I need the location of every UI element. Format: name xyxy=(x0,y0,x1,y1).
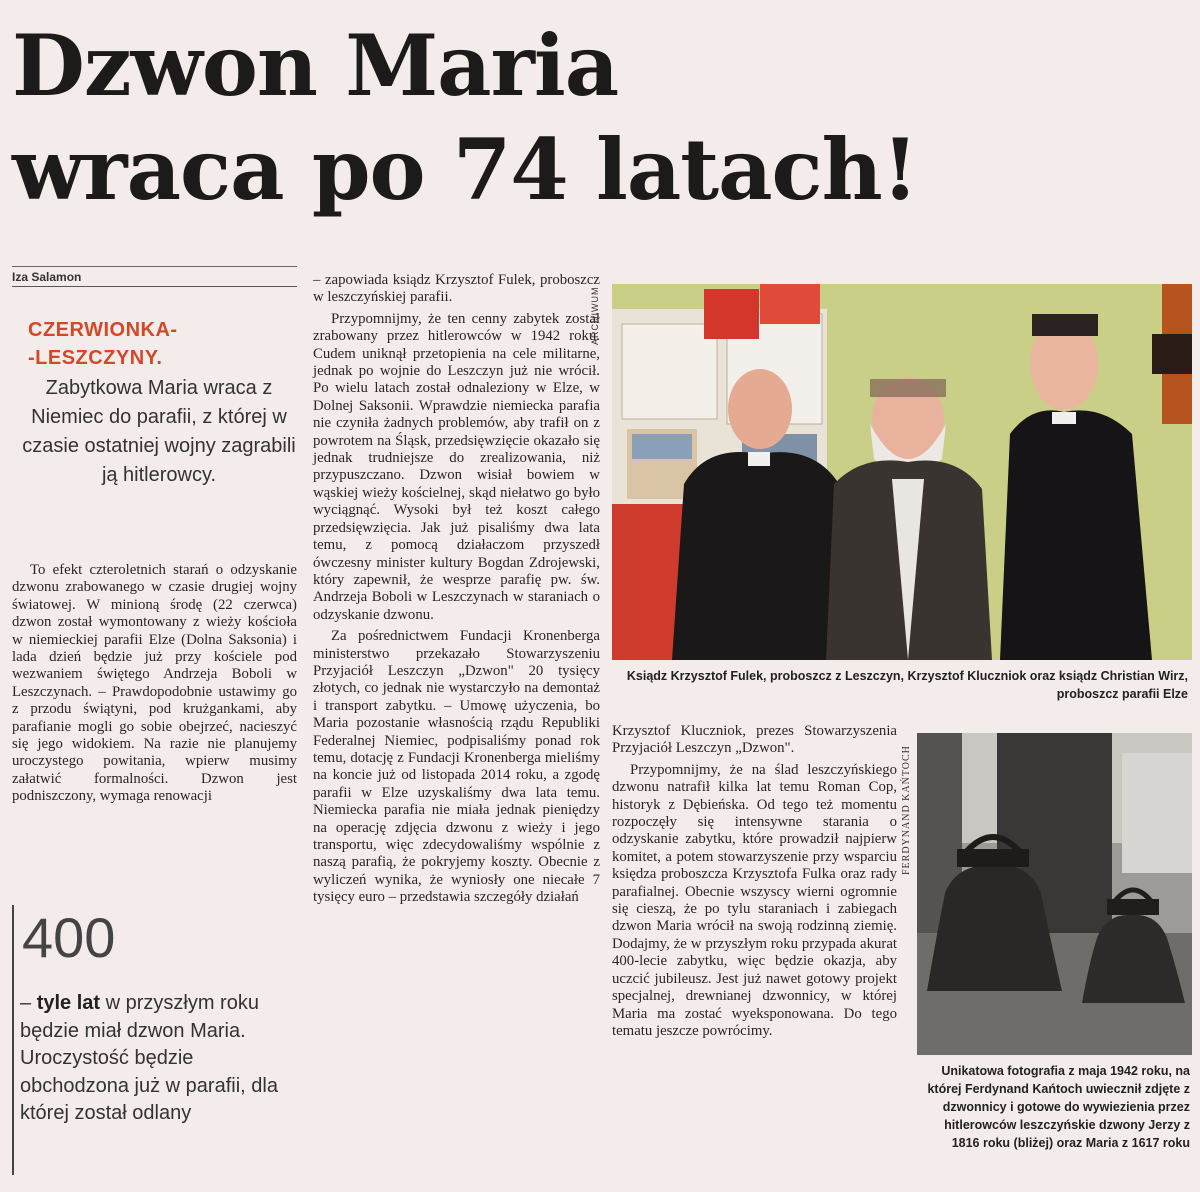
factbox-rest: w przyszłym roku będzie miał dzwon Maria. Uroczystość będzie obchodzona już w parafii, dla której został odlany xyxy=(20,992,278,1124)
headline-line-1: Dzwon Maria xyxy=(12,16,619,115)
factbox-bold: tyle lat xyxy=(36,992,101,1014)
photo-credit: ARCHIWUM xyxy=(590,286,600,345)
photo-three-men-image xyxy=(612,284,1192,660)
photo-three-men xyxy=(612,284,1192,660)
body-paragraph: To efekt czteroletnich starań o odzyskanie dzwonu zrabowanego w czasie drugiej wojny światowej. W minioną środę (22 czerwca) dzwon został wymontowany z wieży kościoła w niemieckiej parafii Elze (Dolna Saksonia) i lada dzień będzie już przy kościele pod wezwaniem świętego Andrzeja Boboli w Leszczynach. – Prawdopodobnie ustawimy go z przodu świątyni, pod krużgankami, aby parafianie mogli go sobie obejrzeć, nacieszyć się jego widokiem. Na razie nie planujemy uroczystego powitania, wpierw musimy załatwić formalności. Dzwon jest podniszczony, wymaga renowacji xyxy=(12,562,297,805)
photo-caption: Ksiądz Krzysztof Fulek, proboszcz z Leszczyn, Krzysztof Kluczniok oraz ksiądz Christian Wirz, proboszcz parafii Elze xyxy=(626,669,1188,701)
body-paragraph: Krzysztof Kluczniok, prezes Stowarzyszenia Przyjaciół Leszczyn „Dzwon". xyxy=(612,723,897,757)
kicker xyxy=(28,316,288,372)
body-paragraph: Za pośrednictwem Fundacji Kronenberga ministerstwo przekazało Stowarzyszeniu Przyjaciół Leszczyn „Dzwon" 20 tysięcy złotych, co jednak nie wystarczyło na demontaż i transport zabytku. – Umowę użyczenia, bo Maria pozostanie własnością rządu Republiki Federalnej Niemiec, podpisaliśmy ponad rok temu, dotację z Fundacji Kronenberga mieliśmy na koncie już od listopada 2014 roku, a zgodę parafii w Elze uzyskaliśmy dwa lata temu. Niemiecka parafia nie miała jednak pieniędzy na operację zdjęcia dzwonu z wieży i jego transportu, więc zdecydowaliśmy wspólnie z naszą parafią, że pokryjemy koszty. Obecnie z wyliczeń wynika, że wyniosły one niecałe 7 tysięcy euro – przedstawia szczegóły działań xyxy=(313,628,600,906)
factbox-dash: – xyxy=(20,992,37,1014)
photo-bells-image xyxy=(917,733,1192,1055)
article-column-2 xyxy=(313,272,600,907)
body-paragraph: – zapowiada ksiądz Krzysztof Fulek, proboszcz w leszczyńskiej parafii. xyxy=(313,272,600,306)
photo-caption: Unikatowa fotografia z maja 1942 roku, na której Ferdynand Kańtoch uwiecznił zdjęte z dzwonnicy i gotowe do wywiezienia przez hitlerowców leszczyńskie dzwony Jerzy z 1816 roku (bliżej) oraz Maria z 1617 roku xyxy=(927,1064,1190,1150)
article-column-1 xyxy=(12,562,297,806)
headline-line-2: wraca po 74 latach! xyxy=(12,120,918,219)
photo-bells xyxy=(917,733,1192,1055)
body-paragraph: Przypomnijmy, że na ślad leszczyńskiego dzwonu natrafił kilka lat temu Roman Cop, historyk z Dębieńska. Od tego też momentu rozpoczęły się intensywne starania o odzyskanie zabytku, które prowadził najpierw komitet, a potem stowarzyszenie przy wsparciu księdza proboszcza Krzysztofa Fulka oraz rady parafialnej. Obecnie wszyscy wierni ogromnie się cieszą, że po tylu staraniach i zabiegach dzwon Maria wrócił na swoją rodzinną ziemię. Dodajmy, że w przyszłym roku przypada akurat 400-lecie zabytku, więc będzie okazja, aby uczcić jubileusz. Jest już nawet gotowy projekt specjalnej, drewnianej dzwonnicy, w której Maria ma zostać wyeksponowana. Do tego tematu jeszcze powrócimy. xyxy=(612,761,897,1039)
article-column-3 xyxy=(612,723,897,1040)
factbox-text xyxy=(20,990,290,1128)
byline: Iza Salamon xyxy=(12,270,297,287)
kicker-line-2: -LESZCZYNY. xyxy=(28,347,163,369)
byline-rule xyxy=(12,266,297,267)
factbox-rule xyxy=(12,905,14,1175)
body-paragraph: Przypomnijmy, że ten cenny zabytek został zrabowany przez hitlerowców w 1942 roku. Cudem uniknął przetopienia na cele militarne, jednak po wojnie do Leszczyn już nie wrócił. Po wielu latach został odnaleziony w Elze, w Dolnej Saksonii. Wprawdzie niemiecka parafia nie czyniła żadnych problemów, aby trafił on z powrotem na Śląsk, przedsięwzięcie okazało się jednak trudniejsze do zrealizowania, niż przypuszczano. Dzwon wisiał bowiem w wąskiej wieży kościelnej, skąd niełatwo go było wyciągnąć. Wysoki był też koszt całego przedsięwzięcia. Jak już pisaliśmy dwa lata temu, z pomocą działaczom przyszedł ówczesny minister kultury Bogdan Zdrojewski, który zapewnił, że wesprze parafię pw. św. Andrzeja Boboli w Leszczynach w staraniach o odzyskanie dzwonu. xyxy=(313,310,600,623)
lead-paragraph: Zabytkowa Maria wraca z Niemiec do parafii, z której w czasie ostatniej wojny zagrabili ją hitlerowcy. xyxy=(22,377,296,486)
kicker-line-1: CZERWIONKA- xyxy=(28,319,178,341)
headline xyxy=(12,14,1192,222)
factbox-number: 400 xyxy=(22,906,116,969)
photo-credit: FERDYNAND KAŃTOCH xyxy=(901,745,912,875)
